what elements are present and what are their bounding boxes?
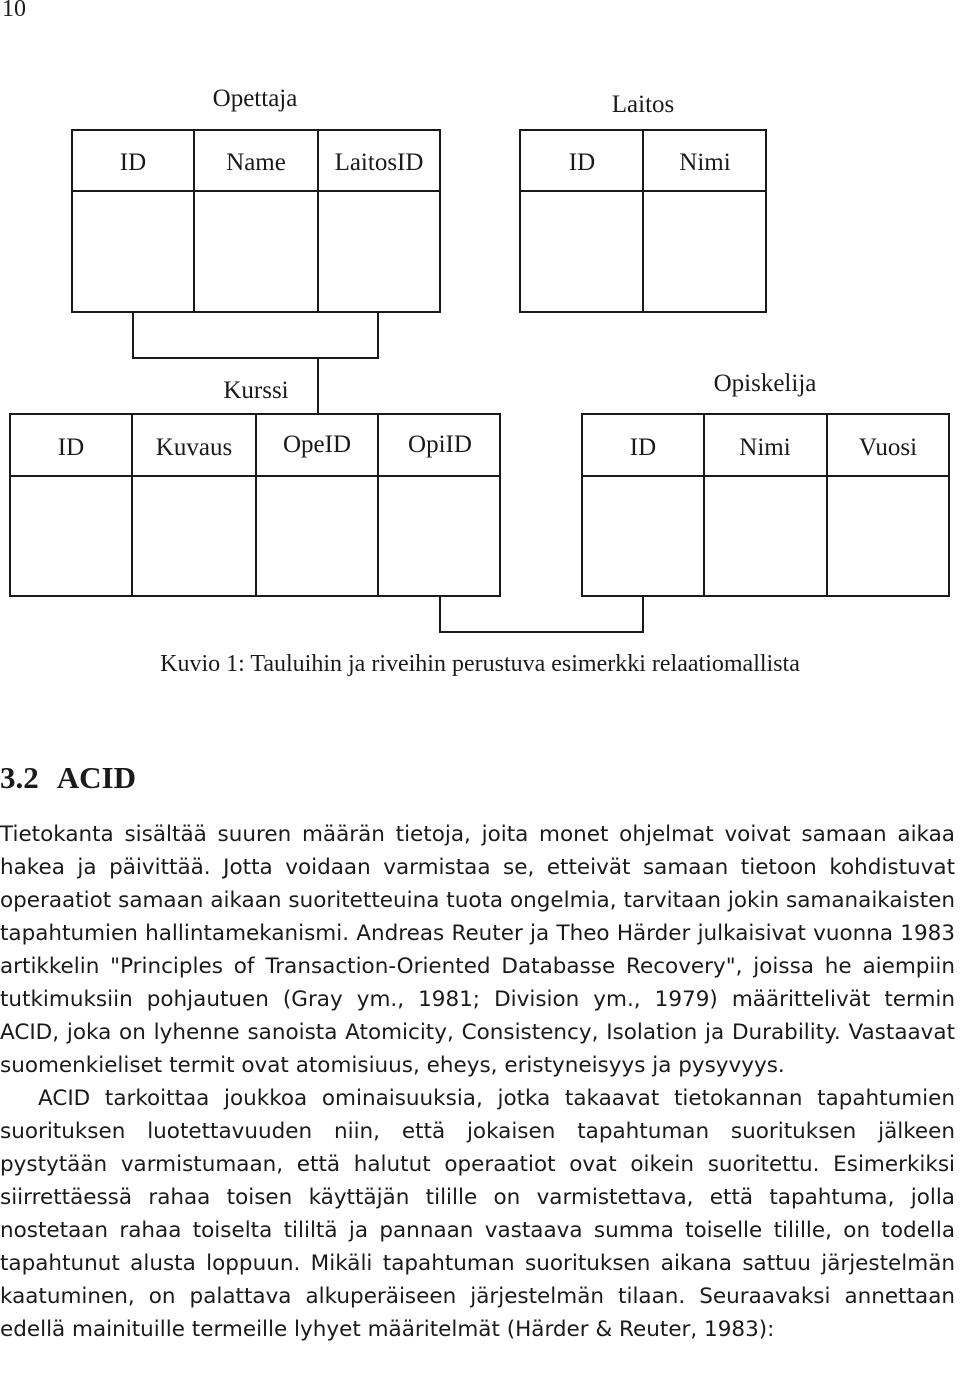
table-opettaja	[72, 85, 440, 312]
column-header: ID	[568, 149, 596, 176]
column-header: Name	[226, 149, 286, 176]
section-number: 3.2	[0, 760, 39, 795]
table-opiskelija	[582, 370, 949, 596]
table-laitos	[520, 91, 766, 312]
paragraph: ACID tarkoittaa joukkoa ominaisuuksia, jotka takaavat tietokannan tapahtumien suorituksen luotettavuuden niin, että jokaisen tapahtuman suorituksen jälkeen pystytään varmistumaan, että halutut operaatiot ovat oikein suoritettu. Esimerkiksi siirrettäessä rahaa toisen käyttäjän tilille on varmistettava, että tapahtuma, jolla nostetaan rahaa toiselta tililtä ja pannaan vastaava summa toiselle tilille, on todella tapahtunut alusta loppuun. Mikäli tapahtuman suorituksen aikana sattuu järjestelmän kaatuminen, on palattava alkuperäiseen järjestelmän tilaan. Seuraavaksi annettaan edellä mainituille termeille lyhyet määritelmät (Härder & Reuter, 1983):	[0, 1086, 955, 1342]
table-title-opettaja: Opettaja	[212, 85, 298, 112]
column-header: ID	[119, 149, 147, 176]
column-header: OpiID	[408, 431, 472, 458]
column-header: Nimi	[739, 434, 791, 461]
column-header: OpeID	[282, 431, 352, 458]
figure-caption: Kuvio 1: Tauluihin ja riveihin perustuva esimerkki relaatiomallista	[160, 651, 800, 677]
column-header: Kuvaus	[155, 434, 233, 461]
paragraph: Tietokanta sisältää suuren määrän tietoja, joita monet ohjelmat voivat samaan aikaa hakea ja päivittää. Jotta voidaan varmistaa se, etteivät samaan tietoon kohdistuvat operaatiot samaan aikaan suoritetteuina tuota ongelmia, tarvitaan jokin samanaikaisten tapahtumien hallintamekanismi. Andreas Reuter ja Theo Härder julkaisivat vuonna 1983 artikkelin "Principles of Transaction-Oriented Databasse Recovery", joissa he aiempiin tutkimuksiin pohjautuen (Gray ym., 1981; Division ym., 1979) määrittelivät termin ACID, joka on lyhenne sanoista Atomicity, Consistency, Isolation ja Durability. Vastaavat suomenkieliset termit ovat atomisiuus, eheys, eristyneisyys ja pysyvyys.	[0, 822, 955, 1078]
table-title-opiskelija: Opiskelija	[713, 370, 817, 397]
table-title-laitos: Laitos	[611, 91, 675, 118]
column-header: Vuosi	[858, 434, 918, 461]
section-body	[0, 818, 955, 1346]
column-header: ID	[629, 434, 657, 461]
relational-model-diagram	[0, 0, 960, 640]
table-title-kurssi: Kurssi	[223, 377, 289, 404]
column-header: ID	[57, 434, 85, 461]
section-heading	[0, 760, 136, 796]
page-number: 10	[2, 0, 26, 22]
table-kurssi	[10, 377, 500, 596]
column-header: Nimi	[679, 149, 731, 176]
column-header: LaitosID	[334, 149, 424, 176]
section-title: ACID	[56, 760, 136, 795]
relation-connector	[133, 312, 378, 358]
relation-connector	[440, 596, 643, 632]
